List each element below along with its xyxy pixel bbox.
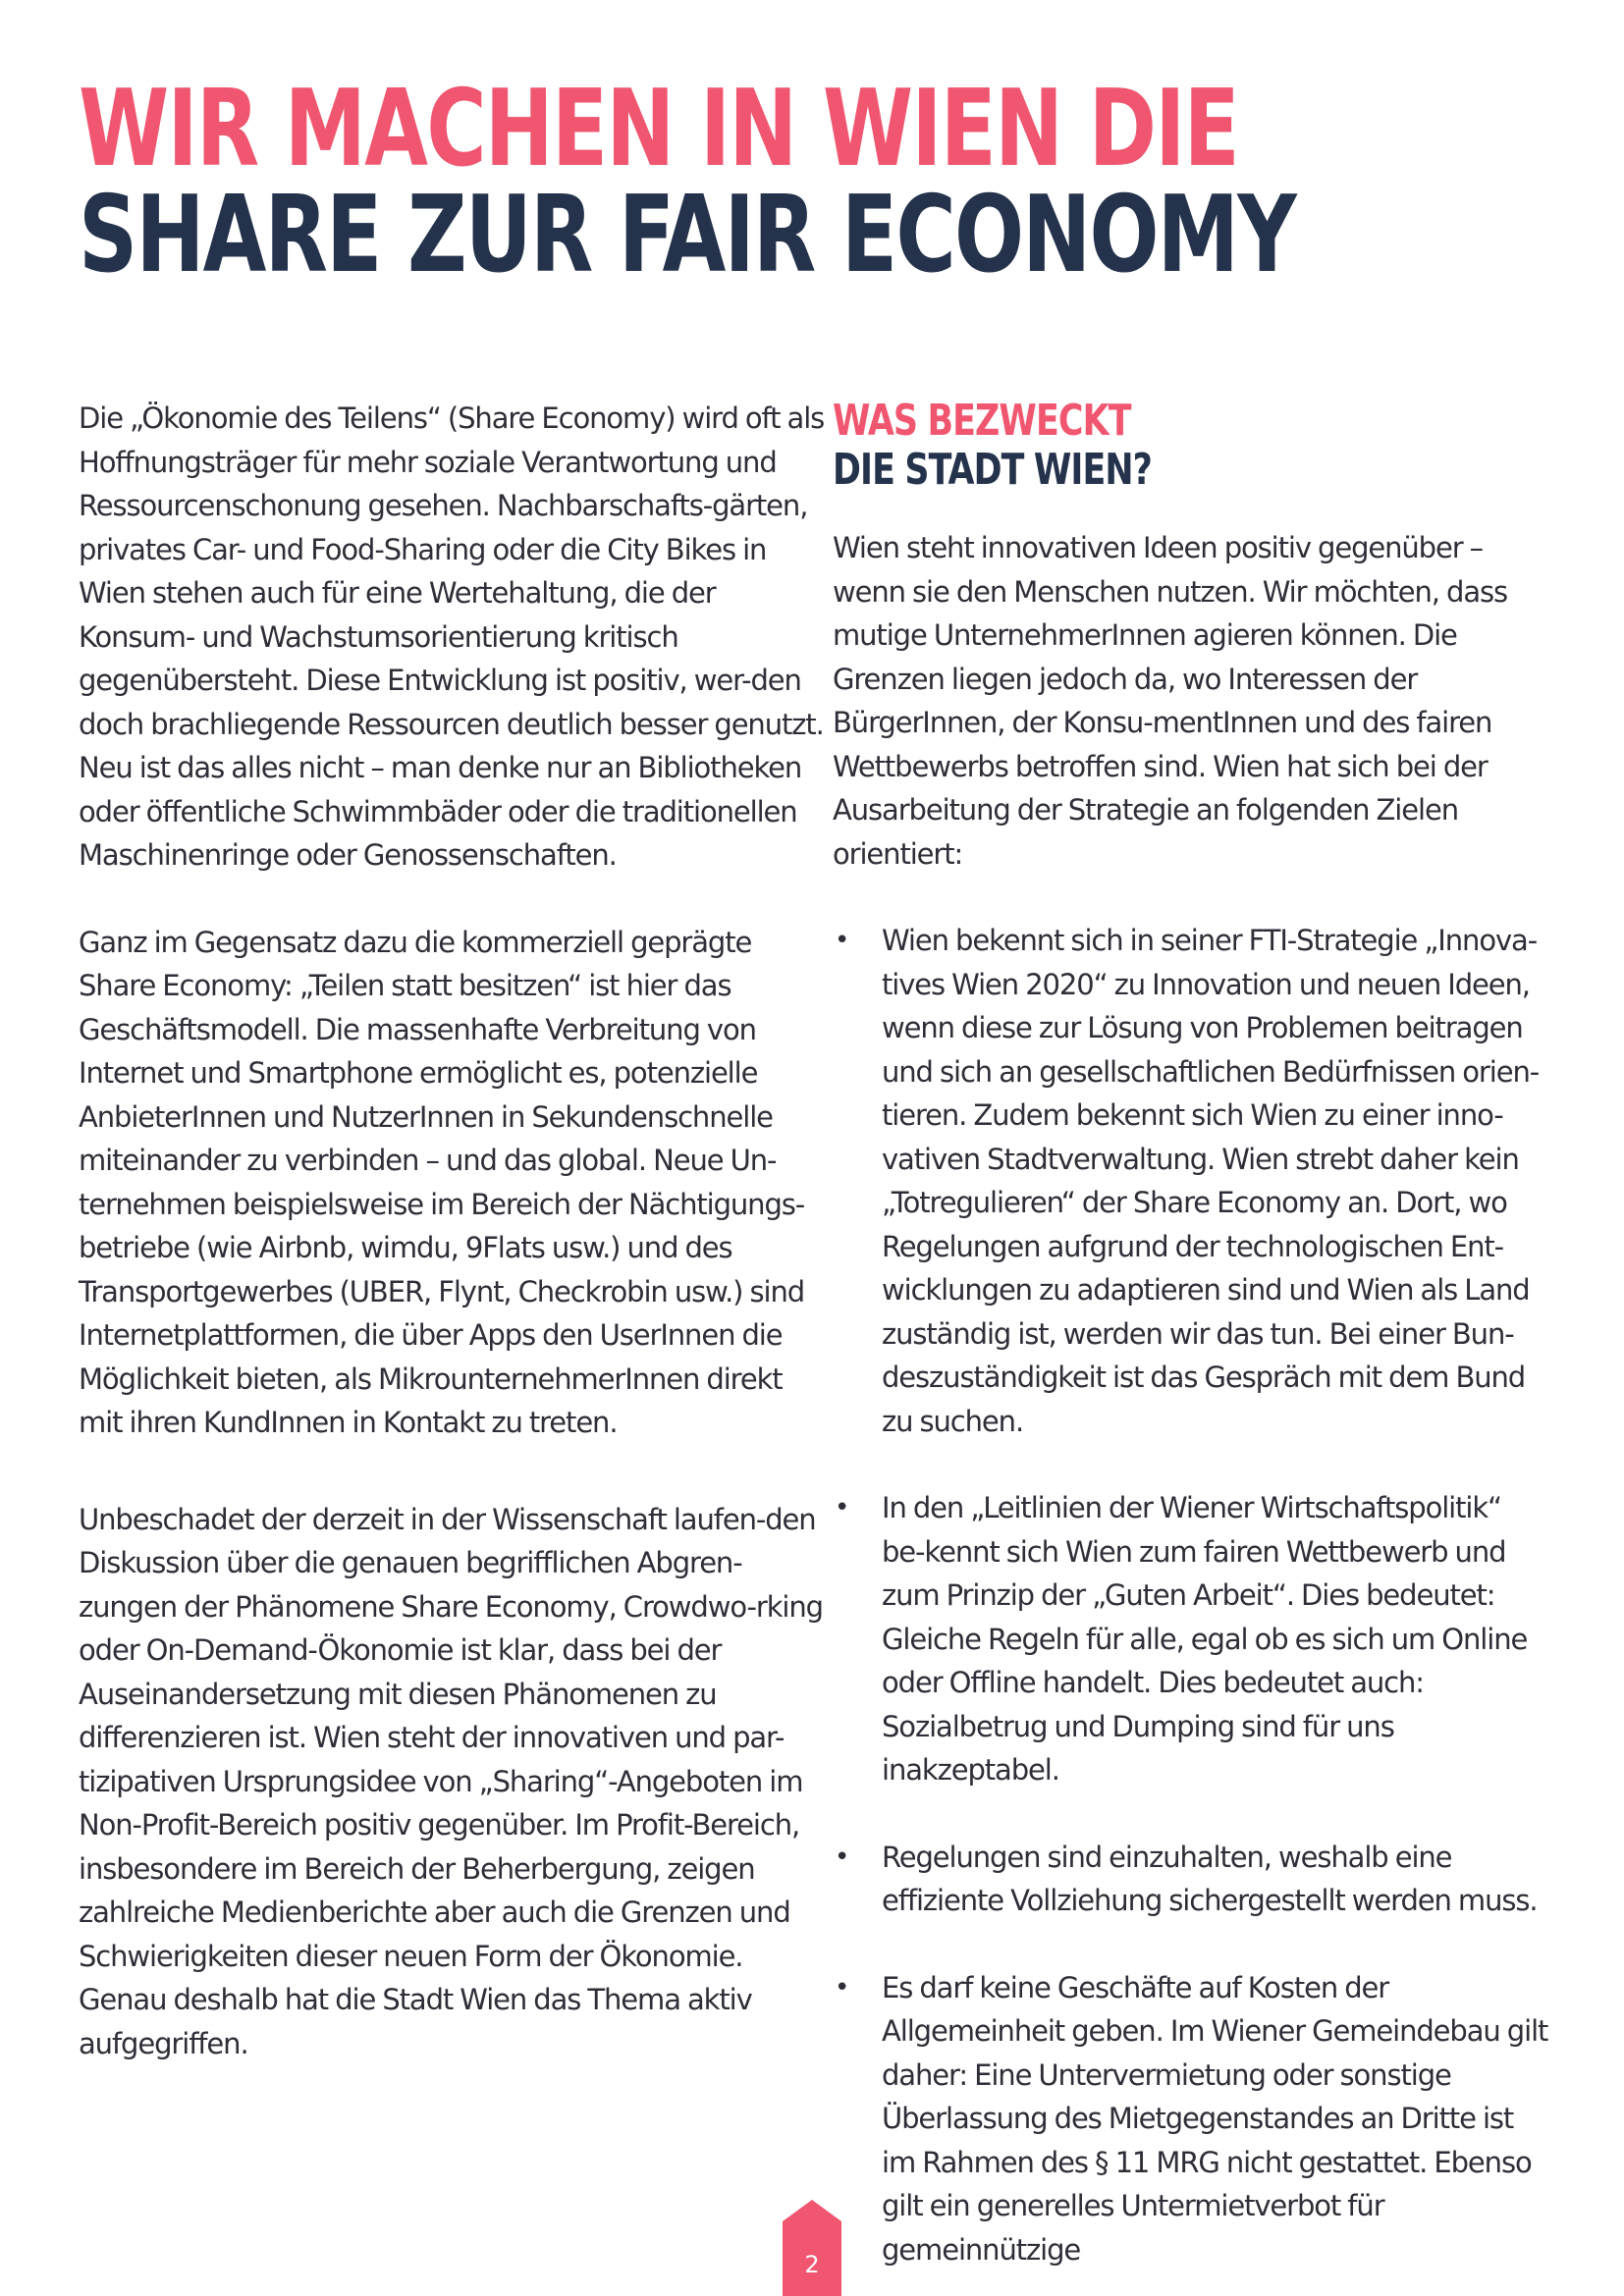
- left-paragraph-1: Die „Ökonomie des Teilens“ (Share Economy) wird oft als Hoffnungsträger für mehr soziale Verantwortung und Ressourcenschonung gesehen. Nachbarschafts-gärten, privates Car- und Food-Sharing oder die City Bikes in Wien stehen auch für eine Wertehaltung, die der Konsum- und Wachstumsorientierung kritisch gegenübersteht. Diese Entwicklung ist positiv, wer-den doch brachliegende Ressourcen deutlich besser genutzt. Neu ist das alles nicht – man denke nur an Bibliotheken oder öffentliche Schwimmbäder oder die traditionellen Maschinenringe oder Genossenschaften.: [79, 401, 825, 872]
- goals-list: [833, 919, 1549, 2271]
- list-item: [833, 1836, 1549, 1923]
- section-heading-line-2: DIE STADT WIEN?: [833, 445, 1153, 495]
- title-line-1: WIR MACHEN IN WIEN DIE: [79, 68, 1239, 190]
- section-heading-line-1: WAS BEZWECKT: [833, 396, 1131, 446]
- bullet-icon: •: [835, 926, 849, 955]
- list-item: [833, 1966, 1549, 2272]
- left-paragraph-2: Ganz im Gegensatz dazu die kommerziell geprägte Share Economy: „Teilen statt besitzen“ ist hier das Geschäftsmodell. Die massenhafte Verbreitung von Internet und Smartphone ermöglicht es, potenzielle AnbieterInnen und NutzerInnen in Sekundenschnelle miteinander zu verbinden – und das global. Neue Un-ternehmen beispielsweise im Bereich der Nächtigungs-betriebe (wie Airbnb, wimdu, 9Flats usw.) und des Transportgewerbes (UBER, Flynt, Checkrobin usw.) sind Internetplattformen, die über Apps den UserInnen die Möglichkeit bieten, als MikrounternehmerInnen direkt mit ihren KundInnen in Kontakt zu treten.: [79, 925, 805, 1439]
- bullet-icon: •: [835, 1972, 849, 2002]
- page-badge-shape-icon: [783, 2200, 841, 2296]
- right-intro: Wien steht innovativen Ideen positiv gegenüber – wenn sie den Menschen nutzen. Wir möchten, dass mutige UnternehmerInnen agieren können. Die Grenzen liegen jedoch da, wo Interessen der BürgerInnen, der Konsu-mentInnen und des fairen Wettbewerbs betroffen sind. Wien hat sich bei der Ausarbeitung der Strategie an folgenden Zielen orientiert:: [833, 531, 1508, 871]
- list-item-text: In den „Leitlinien der Wiener Wirtschaftspolitik“ be-kennt sich Wien zum fairen Wettbewerb und zum Prinzip der „Guten Arbeit“. Dies bedeutet: Gleiche Regeln für alle, egal ob es sich um Online oder Offline handelt. Dies bedeutet auch: Sozialbetrug und Dumping sind für uns inakzeptabel.: [882, 1491, 1528, 1787]
- section-heading: [833, 397, 1463, 495]
- bullet-icon: •: [835, 1493, 849, 1522]
- list-item-text: Regelungen sind einzuhalten, weshalb eine effiziente Vollziehung sichergestellt werden muss.: [882, 1840, 1538, 1917]
- page-number: 2: [804, 2251, 820, 2278]
- list-item-text: Es darf keine Geschäfte auf Kosten der Allgemeinheit geben. Im Wiener Gemeindebau gilt daher: Eine Untervermietung oder sonstige Überlassung des Mietgegenstandes an Dritte ist im Rahmen des § 11 MRG nicht gestattet. Ebenso gilt ein generelles Untermietverbot für gemeinnützige: [882, 1970, 1548, 2267]
- right-column: [833, 397, 1549, 2271]
- page-title: [79, 68, 1295, 296]
- page-number-badge: [783, 2200, 841, 2296]
- list-item: [833, 919, 1549, 1443]
- title-line-2: SHARE ZUR FAIR ECONOMY: [79, 174, 1295, 296]
- list-item-text: Wien bekennt sich in seiner FTI-Strategie „Innova-tives Wien 2020“ zu Innovation und neuen Ideen, wenn diese zur Lösung von Problemen beitragen und sich an gesellschaftlichen Bedürfnissen orien-tieren. Zudem bekennt sich Wien zu einer inno-vativen Stadtverwaltung. Wien strebt daher kein „Totregulieren“ der Share Economy an. Dort, wo Regelungen aufgrund der technologischen Ent-wicklungen zu adaptieren sind und Wien als Land zuständig ist, werden wir das tun. Bei einer Bun-deszuständigkeit ist das Gespräch mit dem Bund zu suchen.: [882, 924, 1540, 1438]
- bullet-icon: •: [835, 1842, 849, 1872]
- list-item: [833, 1486, 1549, 1792]
- left-paragraph-3: Unbeschadet der derzeit in der Wissenschaft laufen-den Diskussion über die genauen begrifflichen Abgren-zungen der Phänomene Share Economy, Crowdwo-rking oder On-Demand-Ökonomie ist klar, dass bei der Auseinandersetzung mit diesen Phänomenen zu differenzieren ist. Wien steht der innovativen und par-tizipativen Ursprungsidee von „Sharing“-Angeboten im Non-Profit-Bereich positiv gegenüber. Im Profit-Bereich, insbesondere im Bereich der Beherbergung, zeigen zahlreiche Medienberichte aber auch die Grenzen und Schwierigkeiten dieser neuen Form der Ökonomie. Genau deshalb hat die Stadt Wien das Thema aktiv aufgegriffen.: [79, 1502, 823, 2060]
- left-column: [79, 397, 825, 2065]
